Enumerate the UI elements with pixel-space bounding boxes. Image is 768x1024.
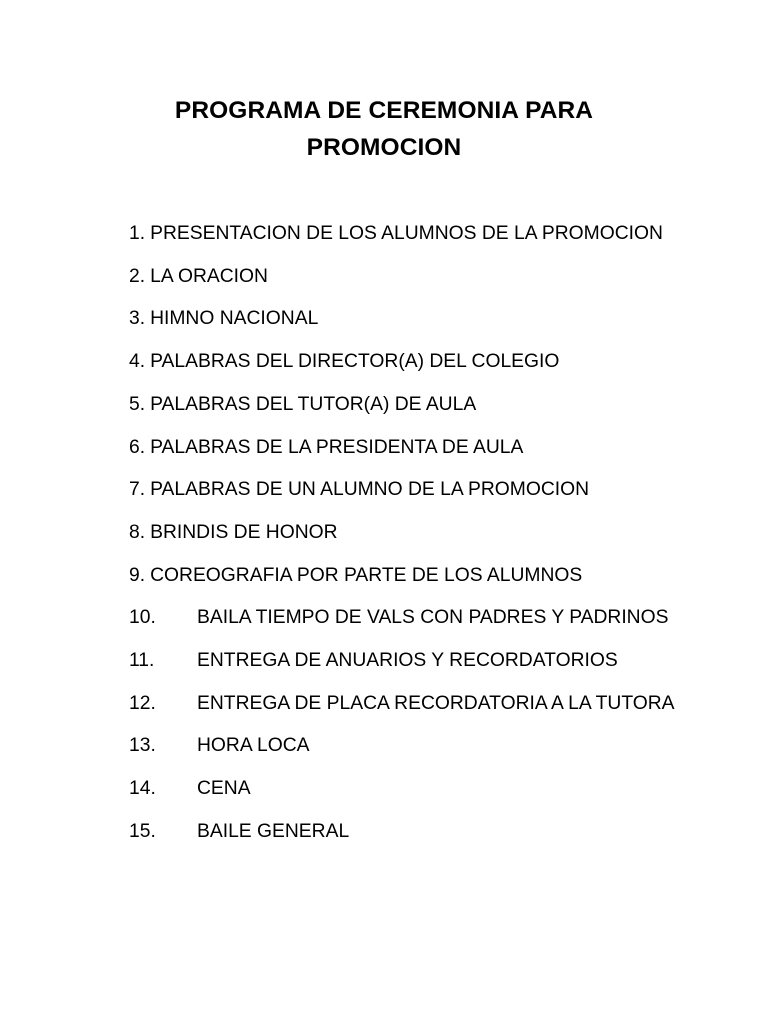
item-number: 2.: [129, 265, 146, 287]
list-item: [129, 647, 618, 675]
item-number: 12.: [129, 692, 156, 714]
item-number: 13.: [129, 735, 156, 757]
list-item: [129, 220, 663, 248]
item-text: LA ORACION: [150, 265, 268, 287]
list-item: [129, 391, 476, 419]
list-item: [129, 348, 559, 376]
item-text: PALABRAS DE LA PRESIDENTA DE AULA: [150, 436, 524, 458]
item-number: 11.: [129, 650, 155, 671]
item-number: 1.: [129, 223, 146, 244]
title-line-2: PROMOCION: [306, 134, 462, 161]
item-text: PRESENTACION DE LOS ALUMNOS DE LA PROMOCION: [150, 223, 663, 244]
list-item: [129, 263, 268, 291]
item-number: 10.: [129, 607, 156, 629]
list-item: [129, 818, 349, 846]
list-item: [129, 305, 318, 333]
item-number: 15.: [129, 820, 156, 842]
list-item: [129, 519, 338, 547]
item-text: ENTREGA DE PLACA RECORDATORIA A LA TUTORA: [197, 692, 675, 714]
item-number: 7.: [129, 479, 146, 501]
item-text: BAILE GENERAL: [197, 820, 350, 842]
list-item: [129, 476, 589, 504]
item-text: PALABRAS DE UN ALUMNO DE LA PROMOCION: [150, 479, 590, 501]
item-number: 14.: [129, 778, 156, 800]
item-number: 6.: [129, 436, 146, 458]
item-text: PALABRAS DEL DIRECTOR(A) DEL COLEGIO: [150, 351, 560, 373]
item-text: ENTREGA DE ANUARIOS Y RECORDATORIOS: [197, 650, 618, 671]
item-text: BAILA TIEMPO DE VALS CON PADRES Y PADRINOS: [197, 607, 669, 629]
item-text: HORA LOCA: [197, 735, 310, 757]
item-number: 8.: [129, 521, 146, 543]
page-title: [0, 92, 768, 166]
item-text: BRINDIS DE HONOR: [150, 521, 338, 543]
list-item: [129, 775, 251, 803]
list-item: [129, 604, 668, 632]
item-text: COREOGRAFIA POR PARTE DE LOS ALUMNOS: [150, 564, 583, 586]
list-item: [129, 732, 310, 760]
item-text: CENA: [197, 778, 251, 800]
item-number: 4.: [129, 351, 146, 373]
item-text: PALABRAS DEL TUTOR(A) DE AULA: [150, 393, 477, 415]
item-text: HIMNO NACIONAL: [150, 308, 319, 330]
item-number: 9.: [129, 564, 146, 586]
list-item: [129, 562, 582, 590]
item-number: 3.: [129, 308, 146, 330]
item-number: 5.: [129, 393, 146, 415]
list-item: [129, 690, 675, 718]
title-line-1: PROGRAMA DE CEREMONIA PARA: [174, 97, 594, 124]
list-item: [129, 434, 523, 462]
